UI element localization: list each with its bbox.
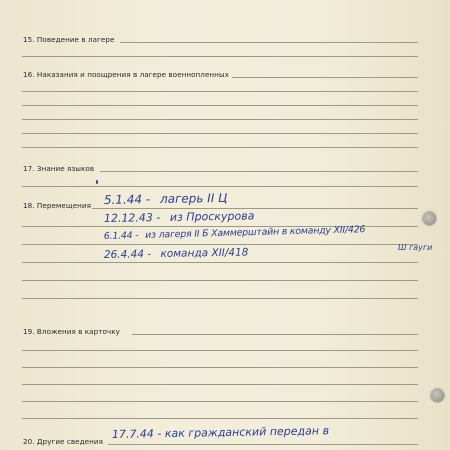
other-info-text: 17.7.44 - как гражданский передан в bbox=[111, 424, 330, 441]
ruled-line bbox=[22, 91, 418, 92]
transfer-text: лагерь II Ц bbox=[159, 190, 228, 207]
languages-label: 17. Знание языков bbox=[23, 164, 95, 173]
transfer-date: 12.12.43 - bbox=[103, 211, 161, 225]
transfers-line bbox=[92, 208, 418, 209]
punishments-label: 16. Наказания и поощрения в лагере военнопленных bbox=[23, 70, 229, 79]
ruled-line bbox=[22, 147, 418, 148]
ruled-line bbox=[22, 384, 418, 385]
transfer-entry bbox=[104, 191, 228, 207]
other-info-label: 20. Другие сведения bbox=[23, 437, 103, 446]
ruled-line bbox=[22, 56, 418, 57]
transfer-entry bbox=[398, 243, 432, 252]
ruled-line bbox=[22, 280, 418, 281]
transfer-entry bbox=[104, 246, 249, 261]
transfer-date: 6.1.44 - bbox=[103, 230, 139, 242]
ruled-line bbox=[22, 401, 418, 402]
ruled-line bbox=[22, 367, 418, 368]
ruled-line bbox=[22, 298, 418, 299]
ruled-line bbox=[22, 244, 418, 245]
behavior-line bbox=[120, 42, 418, 43]
punch-hole-top bbox=[423, 212, 436, 225]
ruled-line bbox=[22, 186, 418, 187]
ruled-line bbox=[22, 262, 418, 263]
ruled-line bbox=[22, 119, 418, 120]
transfer-text: команда XII/418 bbox=[160, 246, 249, 261]
languages-line bbox=[100, 171, 418, 172]
ruled-line bbox=[22, 105, 418, 106]
attachments-line bbox=[132, 334, 418, 335]
ink-mark bbox=[96, 180, 98, 184]
transfer-text: из Проскурова bbox=[169, 209, 255, 224]
other-info-line bbox=[108, 444, 418, 445]
transfer-text: из лагеря II Б Хаммерштайн в команду XII/426 bbox=[145, 224, 366, 241]
punishments-line bbox=[232, 77, 418, 78]
transfers-label: 18. Перемещения bbox=[23, 201, 92, 210]
transfer-date: 5.1.44 - bbox=[103, 192, 151, 207]
punch-hole-bottom bbox=[431, 389, 444, 402]
attachments-label: 19. Вложения в карточку bbox=[23, 327, 120, 336]
transfer-date: 26.4.44 - bbox=[103, 248, 152, 261]
behavior-label: 15. Поведение в лагере bbox=[23, 35, 115, 44]
ruled-line bbox=[22, 418, 418, 419]
ruled-line bbox=[22, 133, 418, 134]
transfer-text: Ш гауги bbox=[398, 243, 433, 252]
ruled-line bbox=[22, 350, 418, 351]
transfer-entry bbox=[104, 209, 255, 225]
